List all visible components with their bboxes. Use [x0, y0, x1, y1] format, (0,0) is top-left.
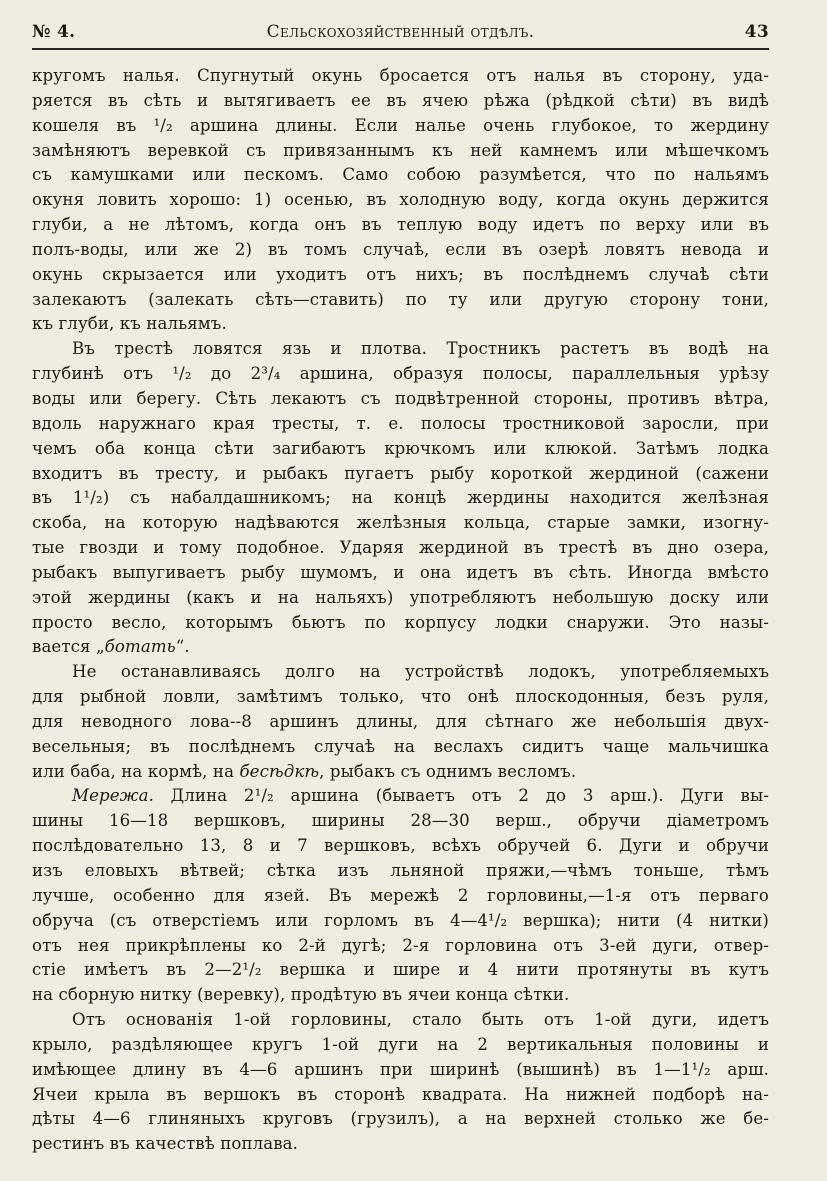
text-line: шины 16—18 вершковъ, ширины 28—30 верш., обручи діаметромъ: [32, 811, 769, 831]
text-line: кругомъ налья. Спугнутый окунь бросается отъ налья въ сторону, уда-: [32, 66, 769, 85]
text-line: крыло, раздѣляющее кругъ 1-ой дуги на 2 вертикальныя половины и: [32, 1034, 769, 1054]
text-line: рыбакъ выпугиваетъ рыбу шумомъ, и она идетъ въ сѣть. Иногда вмѣсто: [32, 562, 769, 582]
text-line: тые гвозди и тому подобное. Ударяя жердиной въ трестѣ въ дно озера,: [32, 538, 769, 558]
text-line: скоба, на которую надѣваются желѣзныя кольца, старые замки, изогну-: [32, 513, 769, 533]
text-line: на сборную нитку (веревку), продѣтую въ ячеи конца сѣтки.: [32, 985, 570, 1005]
text-line: лучше, особенно для язей. Въ мережѣ 2 горловины,—1-я отъ перваго: [32, 885, 769, 905]
text-line: вдоль наружнаго края тресты, т. е. полосы тростниковой заросли, при: [32, 413, 769, 433]
text-line: для неводного лова--8 аршинъ длины, для сѣтнаго же небольшія двух-: [32, 711, 769, 731]
issue-number: № 4.: [32, 22, 76, 42]
text-line: въ 1¹/₂) съ набалдашникомъ; на концѣ жердины находится желѣзная: [32, 488, 769, 508]
text-line: послѣдовательно 13, 8 и 7 вершковъ, всѣхъ обручей 6. Дуги и обручи: [32, 836, 769, 856]
text-line: Не останавливаясь долго на устройствѣ лодокъ, употребляемыхъ: [72, 662, 769, 682]
text-line: или баба, на кормѣ, на бесѣдкѣ, рыбакъ съ однимъ весломъ.: [32, 761, 577, 781]
text-line: Мережа. Длина 2¹/₂ аршина (бываетъ отъ 2 до 3 арш.). Дуги вы-: [72, 786, 769, 806]
text-line: замѣняютъ веревкой съ привязаннымъ къ ней камнемъ или мѣшечкомъ: [32, 140, 769, 160]
text-line: окуня ловить хорошо: 1) осенью, въ холодную воду, когда окунь держится: [32, 190, 769, 210]
text-line: глубинѣ отъ ¹/₂ до 2³/₄ аршина, образуя полосы, параллельныя урѣзу: [32, 364, 769, 384]
text-line: кошеля въ ¹/₂ аршина длины. Если налье очень глубокое, то жердину: [32, 115, 769, 135]
text-line: дѣты 4—6 глиняныхъ круговъ (грузилъ), а на верхней столько же бе-: [32, 1109, 769, 1129]
text-line: весельныя; въ послѣднемъ случаѣ на веслахъ сидитъ чаще мальчишка: [32, 736, 769, 756]
text-line: съ камушками или пескомъ. Само собою разумѣется, что по нальямъ: [32, 165, 769, 185]
text-line: къ глуби, къ нальямъ.: [32, 314, 227, 334]
section-title: Сельскохозяйственный отдѣлъ.: [266, 22, 535, 42]
text-line: окунь скрызается или уходитъ отъ нихъ; въ послѣднемъ случаѣ сѣти: [32, 264, 769, 284]
text-line: просто весло, которымъ бьютъ по корпусу лодки снаружи. Это назы-: [32, 612, 769, 632]
text-line: стіе имѣетъ въ 2—2¹/₂ вершка и шире и 4 нити протянуты въ кутъ: [32, 960, 769, 980]
text-line: чемъ оба конца сѣти загибаютъ крючкомъ или клюкой. Затѣмъ лодка: [32, 438, 769, 458]
text-line: воды или берегу. Сѣть лекаютъ съ подвѣтренной стороны, противъ вѣтра,: [32, 388, 769, 408]
body-text: [32, 64, 769, 1157]
running-header: [32, 22, 769, 50]
text-line: для рыбной ловли, замѣтимъ только, что онѣ плоскодонныя, безъ руля,: [32, 687, 769, 707]
text-line: ряется въ сѣть и вытягиваетъ ее въ ячею рѣжа (рѣдкой сѣти) въ видѣ: [32, 90, 769, 110]
text-line: вается „ботать“.: [32, 637, 190, 657]
text-line: изъ еловыхъ вѣтвей; сѣтка изъ льняной пряжи,—чѣмъ тоньше, тѣмъ: [32, 861, 769, 880]
text-line: рестинъ въ качествѣ поплава.: [32, 1134, 299, 1154]
text-line: этой жердины (какъ и на нальяхъ) употребляютъ небольшую доску или: [32, 587, 769, 607]
text-line: обруча (съ отверстіемъ или горломъ въ 4—4¹/₂ вершка); нити (4 нитки): [32, 910, 769, 930]
text-line: входитъ въ тресту, и рыбакъ пугаетъ рыбу короткой жердиной (сажени: [32, 463, 769, 483]
text-line: полъ-воды, или же 2) въ томъ случаѣ, если въ озерѣ ловятъ невода и: [32, 239, 769, 259]
text-line: Въ трестѣ ловятся язь и плотва. Тростникъ растетъ въ водѣ на: [72, 339, 769, 359]
text-line: Отъ основанія 1-ой горловины, стало быть отъ 1-ой дуги, идетъ: [72, 1010, 769, 1030]
text-line: отъ нея прикрѣплены ко 2-й дугѣ; 2-я горловина отъ 3-ей дуги, отвер-: [32, 935, 769, 955]
page-number: 43: [744, 22, 769, 42]
text-line: глуби, а не лѣтомъ, когда онъ въ теплую воду идетъ по верху или въ: [32, 215, 769, 235]
text-line: залекаютъ (залекать сѣть—ставить) по ту или другую сторону тони,: [32, 289, 769, 309]
text-line: имѣющее длину въ 4—6 аршинъ при ширинѣ (вышинѣ) въ 1—1¹/₂ арш.: [32, 1059, 769, 1079]
text-line: Ячеи крыла въ вершокъ въ сторонѣ квадрата. На нижней подборѣ на-: [32, 1084, 769, 1104]
